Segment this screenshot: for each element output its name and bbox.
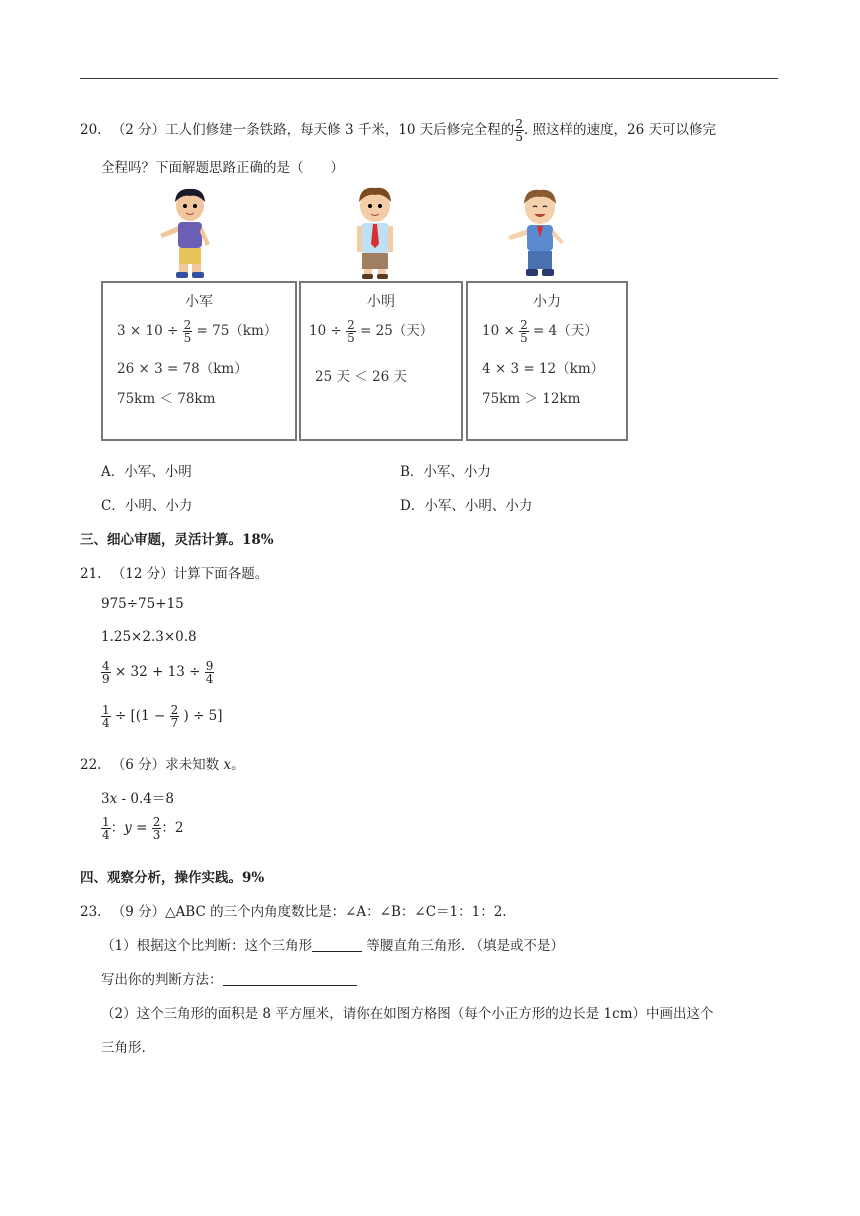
expr-post: = 25（天） bbox=[360, 323, 434, 339]
frac-num: 9 bbox=[205, 659, 214, 673]
expr-end: ) ÷ 5] bbox=[183, 708, 223, 724]
expr-post: = 4（天） bbox=[533, 323, 598, 339]
part1b-label: 写出你的判断方法： bbox=[101, 972, 223, 988]
expr-var: y bbox=[124, 820, 132, 836]
section-4-title: 四、观察分析，操作实践。9% bbox=[80, 870, 265, 886]
expr-mid: ÷ [(1 − bbox=[114, 708, 166, 724]
q20-fraction bbox=[514, 118, 524, 143]
q20-frac-num: 2 bbox=[515, 117, 523, 131]
box-title: 小力 bbox=[533, 294, 561, 310]
q21-expr-4 bbox=[101, 704, 223, 729]
frac-den: 9 bbox=[102, 672, 110, 686]
q20-frac-den: 5 bbox=[515, 130, 523, 144]
frac-num: 2 bbox=[152, 815, 161, 829]
part1-post: 等腰直角三角形. （填是或不是） bbox=[362, 938, 564, 954]
box-line-1 bbox=[482, 319, 598, 344]
frac-9-4 bbox=[205, 660, 215, 685]
expr-pre: 10 × bbox=[482, 323, 515, 339]
expr-fraction bbox=[346, 319, 356, 344]
q23-line bbox=[80, 900, 507, 920]
q22-text-var: x bbox=[223, 757, 232, 773]
option-c[interactable]: C．小明、小力 bbox=[101, 498, 193, 514]
frac-den: 4 bbox=[102, 716, 110, 730]
solution-box-xiaojun bbox=[101, 281, 297, 441]
box-line-2: 25 天 ＜ 26 天 bbox=[315, 369, 408, 385]
answer-blank-2[interactable] bbox=[223, 972, 357, 987]
children-illustration bbox=[100, 186, 630, 281]
q22-expr-2 bbox=[101, 816, 183, 841]
expr-post: - 0.4＝8 bbox=[117, 791, 174, 807]
q21-expr-2: 1.25×2.3×0.8 bbox=[101, 629, 197, 645]
box-line-2: 26 × 3 = 78（km） bbox=[117, 361, 248, 377]
expr-var: x bbox=[109, 791, 118, 807]
box-title: 小军 bbox=[185, 294, 213, 310]
frac-den: 5 bbox=[520, 331, 528, 345]
box-line-1 bbox=[117, 319, 277, 344]
frac-den: 4 bbox=[102, 828, 110, 842]
part1-pre: （1）根据这个比判断：这个三角形 bbox=[101, 938, 313, 954]
box-title: 小明 bbox=[367, 294, 395, 310]
frac-den: 7 bbox=[170, 716, 179, 730]
expr-pre: 3 × 10 ÷ bbox=[117, 323, 179, 339]
q22-line bbox=[80, 753, 245, 773]
answer-blank-1[interactable] bbox=[312, 938, 362, 953]
q20-line2: 全程吗？下面解题思路正确的是（ ） bbox=[101, 160, 344, 176]
q20-text-pre: （2 分）工人们修建一条铁路，每天修 3 千米，10 天后修完全程的 bbox=[111, 122, 515, 138]
expr-fraction bbox=[183, 319, 193, 344]
expr-end: ：2 bbox=[161, 820, 184, 836]
q20-number: 20. bbox=[80, 122, 102, 138]
q23-part1b bbox=[101, 968, 357, 988]
q23-part2-line1: （2）这个三角形的面积是 8 平方厘米，请你在如图方格图（每个小正方形的边长是 1cm）中画出这个 bbox=[101, 1006, 714, 1022]
frac-num: 2 bbox=[347, 318, 355, 332]
child-xiaojun-icon bbox=[160, 189, 210, 278]
q21-line bbox=[80, 562, 268, 582]
q20-text-post: . 照这样的速度，26 天可以修完 bbox=[523, 122, 717, 138]
frac-num: 1 bbox=[102, 703, 110, 717]
frac-4-9 bbox=[101, 660, 111, 685]
option-d[interactable]: D．小军、小明、小力 bbox=[400, 498, 533, 514]
frac-num: 1 bbox=[102, 815, 110, 829]
box-line-1 bbox=[309, 319, 433, 344]
child-xiaoming-icon bbox=[357, 188, 393, 279]
q21-number: 21. bbox=[80, 566, 102, 582]
frac-den: 4 bbox=[205, 672, 214, 686]
frac-den: 3 bbox=[152, 828, 161, 842]
q22-number: 22. bbox=[80, 757, 102, 773]
frac-num: 2 bbox=[170, 703, 179, 717]
q23-text: （9 分）△ABC 的三个内角度数比是：∠A：∠B：∠C＝1：1：2. bbox=[111, 904, 507, 920]
expr-pre: 3 bbox=[101, 791, 110, 807]
child-xiaoli-icon bbox=[508, 190, 564, 276]
q21-expr-1: 975÷75+15 bbox=[101, 596, 184, 612]
box-line-3: 75km ＞ 12km bbox=[482, 391, 581, 407]
q23-part1 bbox=[101, 934, 564, 954]
expr-mid: × 32 + 13 ÷ bbox=[114, 664, 201, 680]
q23-part2-line2: 三角形. bbox=[101, 1040, 146, 1056]
frac-den: 5 bbox=[183, 331, 192, 345]
solution-box-xiaoming bbox=[299, 281, 463, 441]
expr-fraction bbox=[519, 319, 529, 344]
frac-2-7 bbox=[170, 704, 180, 729]
frac-den: 5 bbox=[347, 331, 355, 345]
box-line-2: 4 × 3 = 12（km） bbox=[482, 361, 605, 377]
frac-num: 2 bbox=[183, 318, 192, 332]
q20-line1 bbox=[80, 118, 716, 143]
q22-expr-1 bbox=[101, 787, 174, 807]
option-a[interactable]: A．小军、小明 bbox=[101, 464, 192, 480]
frac-1-4 bbox=[101, 704, 111, 729]
header-rule bbox=[80, 78, 778, 79]
q22-text-pre: （6 分）求未知数 bbox=[111, 757, 224, 773]
expr-colon: ： bbox=[110, 820, 125, 836]
frac-num: 4 bbox=[102, 659, 110, 673]
option-b[interactable]: B．小军、小力 bbox=[400, 464, 491, 480]
expr-pre: 10 ÷ bbox=[309, 323, 342, 339]
expr-equals: = bbox=[131, 820, 152, 836]
frac-1-4 bbox=[101, 816, 111, 841]
box-line-3: 75km ＜ 78km bbox=[117, 391, 216, 407]
q21-expr-3 bbox=[101, 660, 214, 685]
section-3-title: 三、细心审题，灵活计算。18% bbox=[80, 532, 274, 548]
q23-number: 23. bbox=[80, 904, 102, 920]
frac-2-3 bbox=[152, 816, 162, 841]
frac-num: 2 bbox=[520, 318, 528, 332]
solution-box-xiaoli bbox=[466, 281, 628, 441]
q22-text-post: 。 bbox=[231, 757, 245, 773]
q21-text: （12 分）计算下面各题。 bbox=[111, 566, 269, 582]
expr-post: = 75（km） bbox=[196, 323, 278, 339]
